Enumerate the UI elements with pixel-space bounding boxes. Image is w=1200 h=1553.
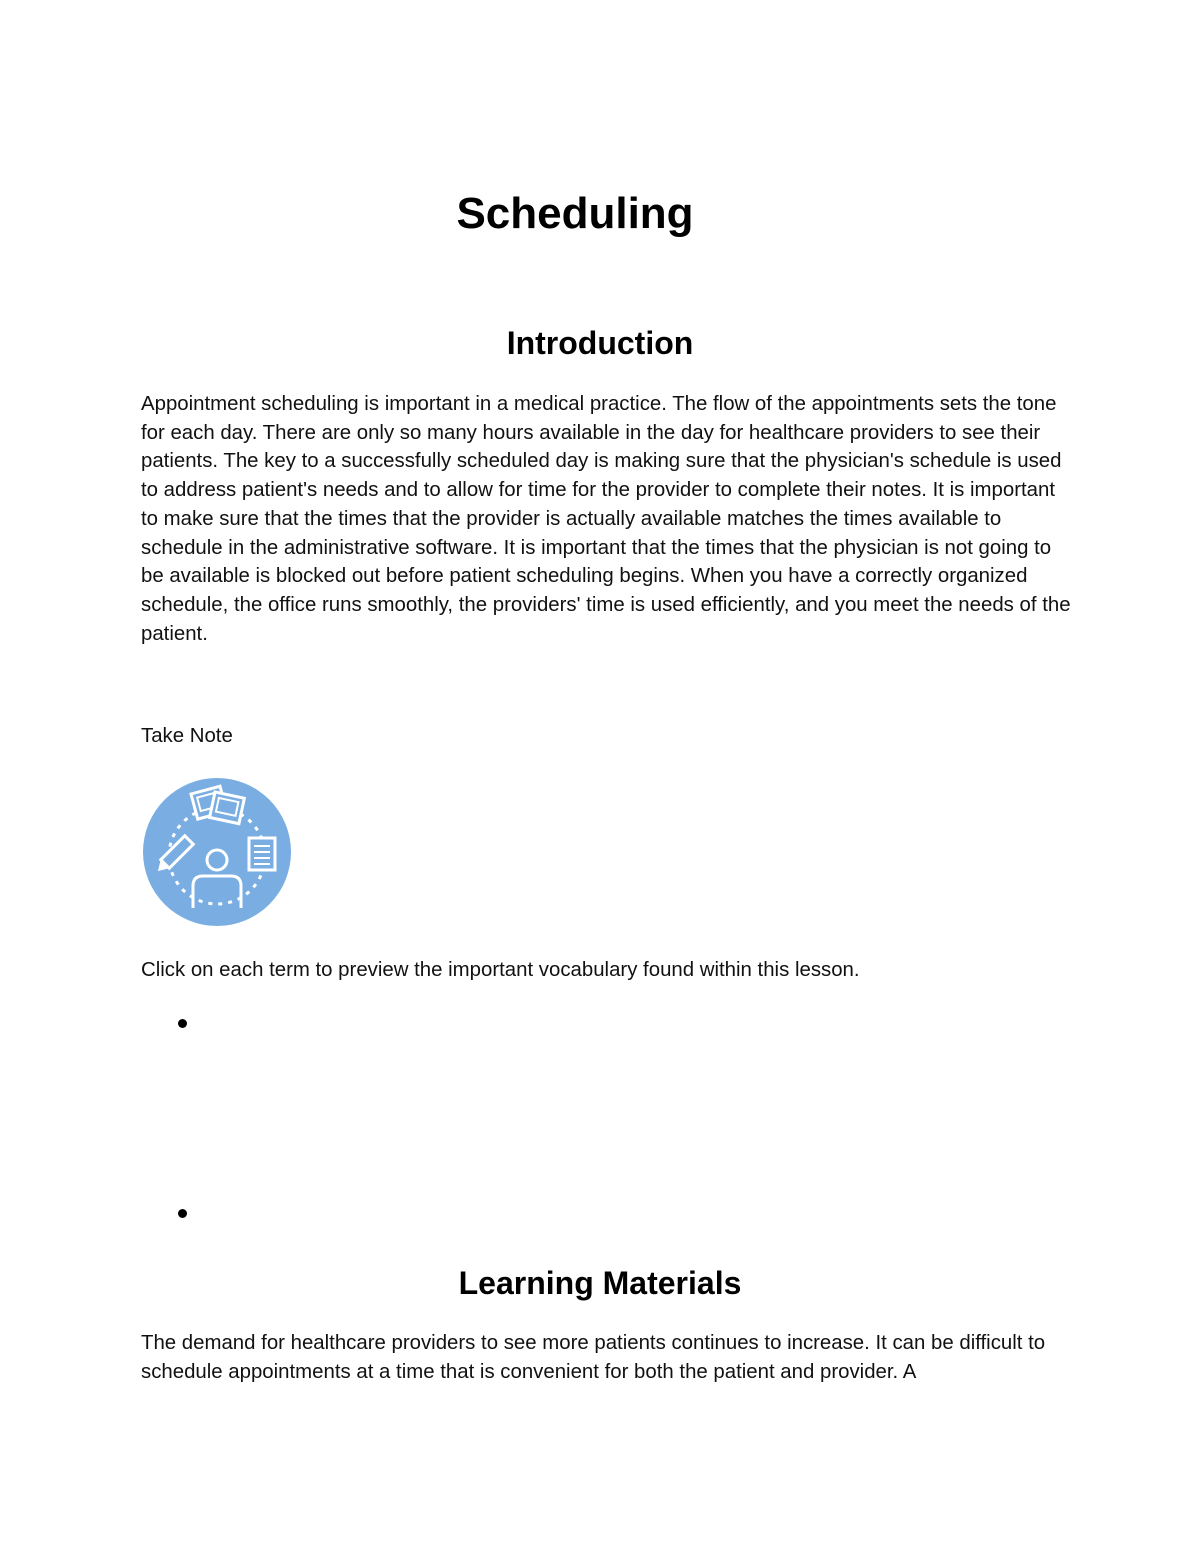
vocabulary-term-bullet[interactable]: [178, 1209, 187, 1218]
vocabulary-term-bullet[interactable]: [178, 1019, 187, 1028]
page-title: Scheduling: [456, 189, 694, 238]
vocabulary-instruction: Click on each term to preview the important vocabulary found within this lesson.: [141, 959, 860, 981]
take-note-label: Take Note: [141, 725, 233, 747]
learning-materials-paragraph: The demand for healthcare providers to see more patients continues to increase. It can be difficult to schedule appointments at a time that is convenient for both the patient and provider. A: [141, 1332, 1046, 1383]
introduction-heading: Introduction: [506, 325, 694, 361]
learning-materials-heading: Learning Materials: [458, 1265, 742, 1301]
take-note-icon: [141, 776, 293, 928]
introduction-paragraph: Appointment scheduling is important in a medical practice. The flow of the appointments sets the tone for each day. There are only so many hours available in the day for healthcare providers to see their patients. The key to a successfully scheduled day is making sure that the physician's schedule is used to address patient's needs and to allow for time for the provider to complete their notes. It is important to make sure that the times that the provider is actually available matches the times available to schedule in the administrative software. It is important that the times that the physician is not going to be available is blocked out before patient scheduling begins. When you have a correctly organized schedule, the office runs smoothly, the providers' time is used efficiently, and you meet the needs of the patient.: [141, 393, 1071, 645]
